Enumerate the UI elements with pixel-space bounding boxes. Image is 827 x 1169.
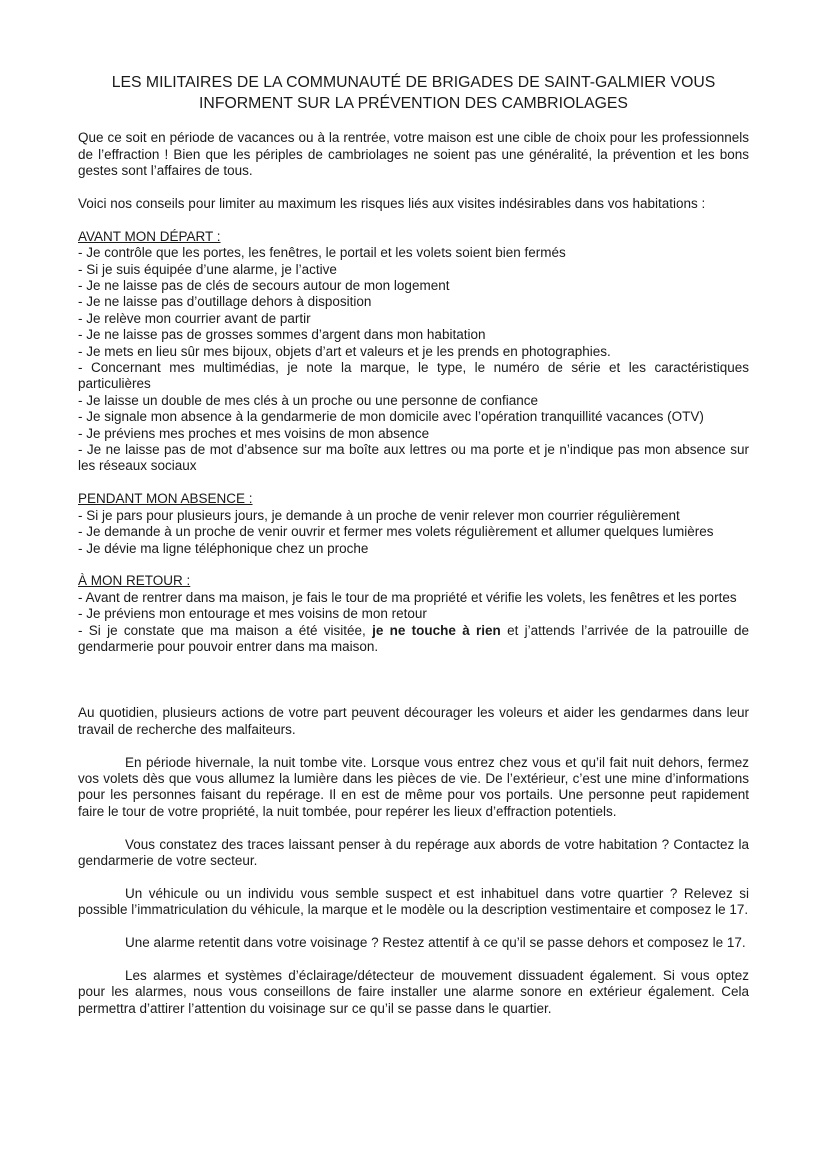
section-heading-text: À MON RETOUR : [78,573,191,589]
list-item: - Je dévie ma ligne téléphonique chez un proche [78,540,369,556]
section-heading-mon-retour [78,573,749,589]
list-item: - Si je suis équipée d’une alarme, je l’active [78,261,337,277]
section-heading-avant-depart [78,229,749,245]
text-fragment: - Si je constate que ma maison a été visitée, [78,622,373,638]
list-item: - Je préviens mon entourage et mes voisins de mon retour [78,606,427,622]
section-heading-pendant-absence [78,491,749,507]
body-paragraph: Une alarme retentit dans votre voisinage ? Restez attentif à ce qu’il se passe dehors et composez le 17. [125,934,746,950]
list-item: - Je signale mon absence à la gendarmerie de mon domicile avec l’opération tranquillité vacances (OTV) [78,409,704,425]
document-title: LES MILITAIRES DE LA COMMUNAUTÉ DE BRIGADES DE SAINT-GALMIER VOUS INFORMENT SUR LA PRÉVENTION DES CAMBRIOLAGES [111,74,716,112]
section-heading-text: PENDANT MON ABSENCE : [78,491,253,507]
list-item: - Je préviens mes proches et mes voisins de mon absence [78,425,430,441]
body-paragraph: Vous constatez des traces laissant penser à du repérage aux abords de votre habitation ? Contactez la gendarmerie de votre secteur. [78,836,749,868]
list-item: - Je demande à un proche de venir ouvrir et fermer mes volets régulièrement et allumer quelques lumières [78,524,714,540]
advice-lead-paragraph: Voici nos conseils pour limiter au maximum les risques liés aux visites indésirables dans vos habitations : [78,196,706,211]
body-paragraph: Un véhicule ou un individu vous semble suspect et est inhabituel dans votre quartier ? Relevez si possible l’immatriculation du véhicule, la marque et le modèle ou la description vestimentaire et composez le 17. [78,885,749,918]
list-item: - Je relève mon courrier avant de partir [78,310,311,326]
list-item: - Je mets en lieu sûr mes bijoux, objets d’art et valeurs et je les prends en photographies. [78,343,611,359]
list-item: - Je ne laisse pas de clés de secours autour de mon logement [78,278,450,294]
body-paragraph: Les alarmes et systèmes d’éclairage/détecteur de mouvement dissuadent également. Si vous optez pour les alarmes, nous vous conseillons de faire installer une alarme sonore en extérieur également. Cela permettra d’attirer l’attention du voisinage sur ce qu’il se passe dans le quartier. [78,967,749,1016]
intro-paragraph: Que ce soit en période de vacances ou à la rentrée, votre maison est une cible de choix pour les professionnels de l’effraction ! Bien que les périples de cambriolages ne soient pas une généralité, la prévention et les bons gestes sont l’affaires de tous. [78,130,749,179]
body-paragraph: En période hivernale, la nuit tombe vite. Lorsque vous entrez chez vous et qu’il fait nuit dehors, fermez vos volets dès que vous allumez la lumière dans les pièces de vie. De l’extérieur, c’est une mine d’informations pour les personnes faisant du repérage. Il en est de même pour vos portails. Une personne peut rapidement faire le tour de votre propriété, la nuit tombée, pour repérer les lieux d’effraction potentiels. [78,754,749,819]
list-item: - Concernant mes multimédias, je note la marque, le type, le numéro de série et les caractéristiques particulières [78,360,749,392]
bold-text-fragment: je ne touche à rien [372,622,501,638]
list-item: - Je ne laisse pas d’outillage dehors à disposition [78,294,372,310]
list-item: - Je laisse un double de mes clés à un proche ou une personne de confiance [78,392,539,408]
list-item-with-bold [78,623,749,656]
text-fragment: et j’attends l’arrivée de la patrouille de gendarmerie pour pouvoir entrer dans ma maison. [78,622,749,654]
list-item: - Je contrôle que les portes, les fenêtres, le portail et les volets soient bien fermés [78,245,566,261]
section-heading-text: AVANT MON DÉPART : [78,228,221,244]
list-item: - Si je pars pour plusieurs jours, je demande à un proche de venir relever mon courrier régulièrement [78,507,680,523]
list-item: - Je ne laisse pas de grosses sommes d’argent dans mon habitation [78,327,486,343]
list-item: - Avant de rentrer dans ma maison, je fais le tour de ma propriété et vérifie les volets, les fenêtres et les portes [78,589,737,605]
daily-intro-paragraph: Au quotidien, plusieurs actions de votre part peuvent décourager les voleurs et aider les gendarmes dans leur travail de recherche des malfaiteurs. [78,705,749,737]
list-item: - Je ne laisse pas de mot d’absence sur ma boîte aux lettres ou ma porte et je n’indique pas mon absence sur les réseaux sociaux [78,442,749,474]
